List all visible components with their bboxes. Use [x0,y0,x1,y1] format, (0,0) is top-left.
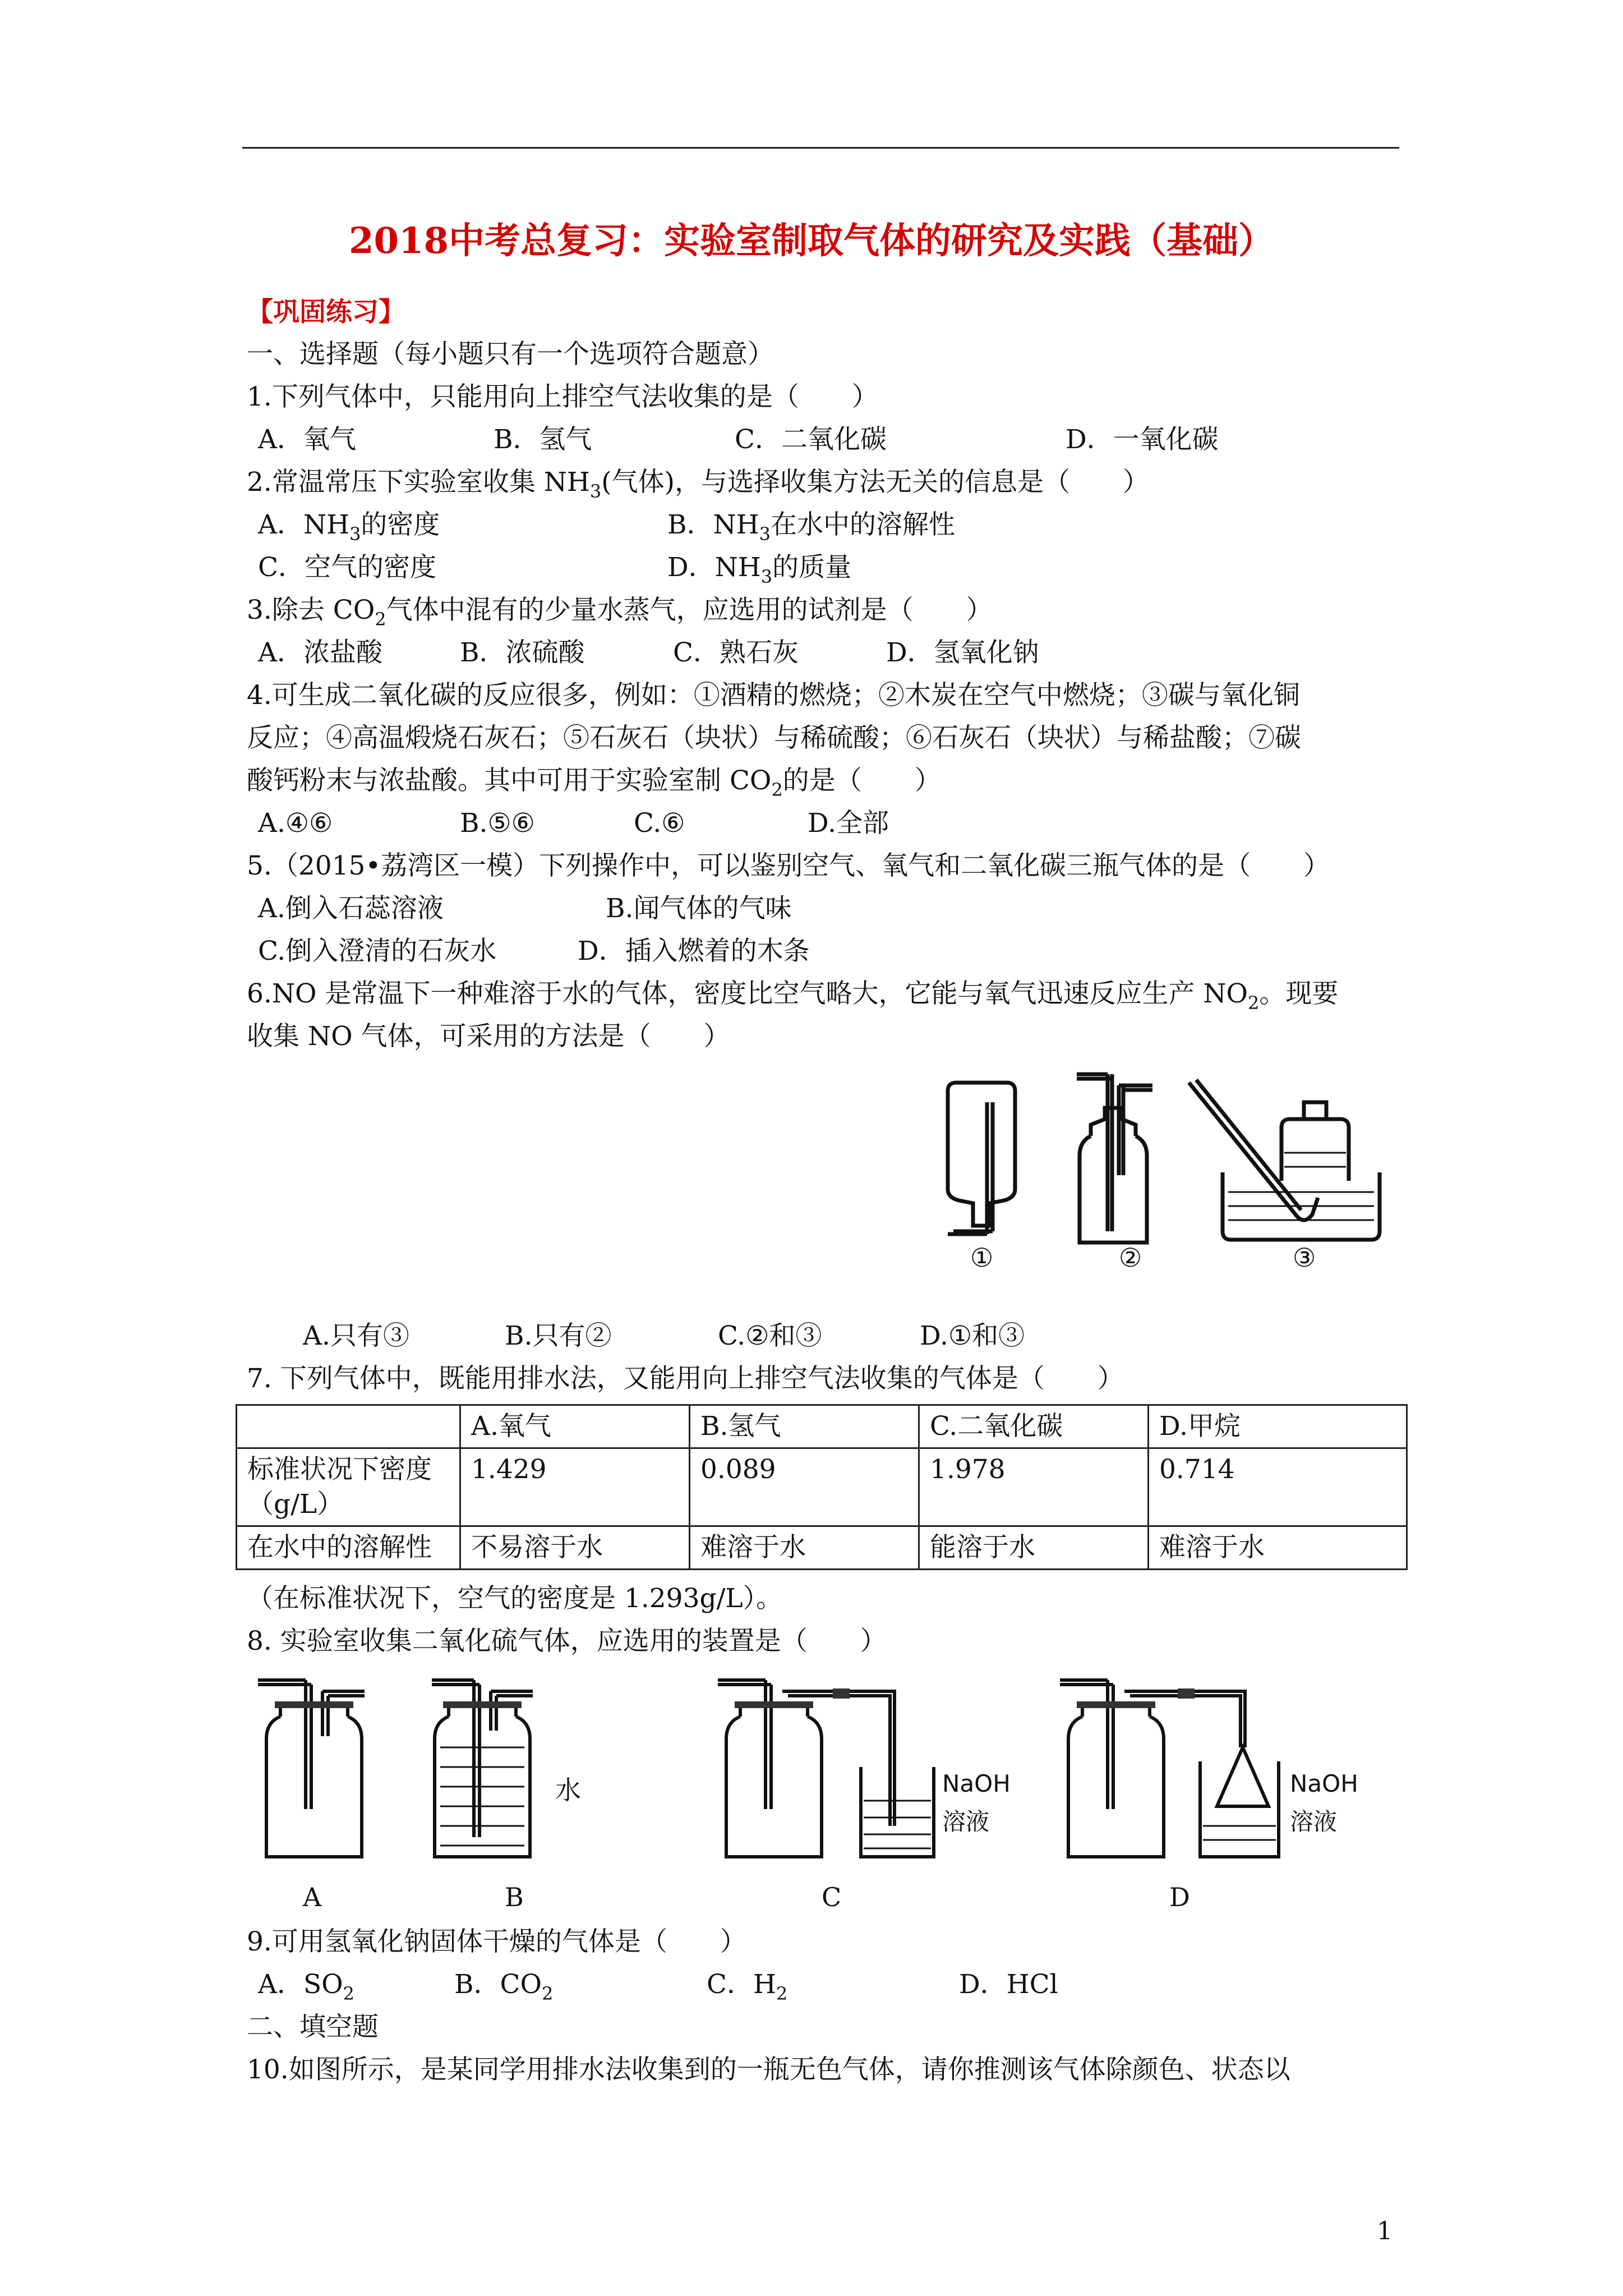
table-cell: 难溶于水 [690,1526,919,1570]
q1-option-d: D．一氧化碳 [1066,424,1219,455]
q8-solution-label-d: 溶液 [1290,1808,1338,1835]
q4-line1: 4.可生成二氧化碳的反应很多，例如：①酒精的燃烧；②木炭在空气中燃烧；③碳与氧化铜 [247,680,1300,711]
page-number: 1 [1377,2217,1393,2246]
table-cell: 能溶于水 [919,1526,1149,1570]
table-row [237,1448,1407,1526]
q9-option-d: D．HCl [959,1969,1058,2000]
table-cell: 1.429 [460,1448,690,1526]
q5-stem: 5.（2015•荔湾区一模）下列操作中，可以鉴别空气、氧气和二氧化碳三瓶气体的是（ ） [247,850,1330,881]
q8-water-label: 水 [555,1775,581,1805]
q8-stem: 8. 实验室收集二氧化硫气体，应选用的装置是（ ） [247,1626,887,1657]
table-cell: 1.978 [919,1448,1149,1526]
q6-option-a: A.只有③ [303,1320,409,1351]
q3-option-b: B．浓硫酸 [460,637,585,668]
q6-figure-label-2: ② [1119,1243,1142,1273]
q8-naoh-label-c: NaOH [942,1770,1011,1797]
q2-option-d: D．$NH_3$的质量 [667,552,852,587]
q4-option-d: D.全部 [808,808,889,839]
table-cell: B.氢气 [690,1405,919,1448]
q5-option-c: C.倒入澄清的石灰水 [258,936,497,967]
q9-stem: 9.可用氢氧化钠固体干燥的气体是（ ） [247,1926,746,1957]
q2-option-b: B．$NH_3$在水中的溶解性 [667,509,956,545]
q8-naoh-label-d: NaOH [1290,1770,1358,1797]
q6-option-b: B.只有② [505,1320,612,1351]
table-row [237,1526,1407,1570]
q9-option-b: B．$CO_2$ [454,1969,554,2004]
table-cell: 0.089 [690,1448,919,1526]
q5-option-a: A.倒入石蕊溶液 [258,893,444,924]
table-cell: 难溶于水 [1149,1526,1407,1570]
q3-option-c: C．熟石灰 [673,637,799,668]
q6-figure-label-3: ③ [1293,1243,1316,1273]
q8-solution-label-c: 溶液 [942,1808,990,1835]
table-cell: 标准状况下密度（g/L） [237,1448,460,1526]
q6-line1: 6.NO 是常温下一种难溶于水的气体，密度比空气略大，它能与氧气迅速反应生产 $NO_2$。现要 [247,978,1339,1014]
table-cell: 0.714 [1149,1448,1407,1526]
q2-stem: 2.常温常压下实验室收集 $NH_3$(气体)，与选择收集方法无关的信息是（ ） [247,467,1149,502]
table-row [237,1405,1407,1448]
q7-stem: 7. 下列气体中，既能用排水法，又能用向上排空气法收集的气体是（ ） [247,1363,1124,1394]
q4-option-a: A.④⑥ [258,808,333,839]
q7-table [236,1404,1408,1570]
q4-option-c: C.⑥ [634,808,685,839]
q6-apparatus-figure [937,1063,1385,1276]
q4-line3: 酸钙粉末与浓盐酸。其中可用于实验室制 $CO_2$的是（ ） [247,765,941,800]
q1-option-b: B．氢气 [494,424,592,455]
q1-option-c: C．二氧化碳 [735,424,887,455]
q5-option-b: B.闻气体的气味 [606,893,792,924]
q3-option-a: A．浓盐酸 [258,637,382,668]
q2-option-c: C．空气的密度 [258,552,436,583]
q1-stem: 1.下列气体中，只能用向上排空气法收集的是（ ） [247,381,878,412]
q6-option-d: D.①和③ [920,1320,1025,1351]
q2-option-a: A．$NH_3$的密度 [258,509,440,545]
q8-label-c: C [822,1882,842,1912]
table-cell: 在水中的溶解性 [237,1526,460,1570]
q6-figure-label-1: ① [970,1243,994,1273]
part1-heading: 一、选择题（每小题只有一个选项符合题意） [247,339,774,370]
section-tag: 【巩固练习】 [247,297,405,328]
part2-heading: 二、填空题 [247,2012,379,2042]
q8-label-a: A [303,1882,322,1912]
q5-option-d: D．插入燃着的木条 [578,936,810,967]
q6-option-c: C.②和③ [718,1320,822,1351]
q4-line2: 反应；④高温煅烧石灰石；⑤石灰石（块状）与稀硫酸；⑥石灰石（块状）与稀盐酸；⑦碳 [247,723,1301,753]
q9-option-c: C．$H_2$ [707,1969,788,2004]
q8-apparatus-figure [247,1669,1374,1871]
q1-option-a: A．氧气 [258,424,356,455]
table-cell [237,1405,460,1448]
q8-label-d: D [1169,1882,1190,1912]
q10-stem: 10.如图所示，是某同学用排水法收集到的一瓶无色气体，请你推测该气体除颜色、状态以 [247,2054,1290,2085]
header-rule [242,147,1399,149]
table-cell: A.氧气 [460,1405,690,1448]
q9-option-a: A．$SO_2$ [258,1969,355,2004]
q3-stem: 3.除去 $CO_2$气体中混有的少量水蒸气，应选用的试剂是（ ） [247,595,993,630]
q8-label-b: B [505,1882,524,1912]
table-cell: D.甲烷 [1149,1405,1407,1448]
table-cell: C.二氧化碳 [919,1405,1149,1448]
q7-note: （在标准状况下，空气的密度是 1.293g/L）。 [247,1583,783,1614]
page-title: 2018中考总复习：实验室制取气体的研究及实践（基础） [348,220,1275,262]
q3-option-d: D．氢氧化钠 [886,637,1039,668]
q6-line2: 收集 NO 气体，可采用的方法是（ ） [247,1021,730,1052]
table-cell: 不易溶于水 [460,1526,690,1570]
q4-option-b: B.⑤⑥ [460,808,535,839]
